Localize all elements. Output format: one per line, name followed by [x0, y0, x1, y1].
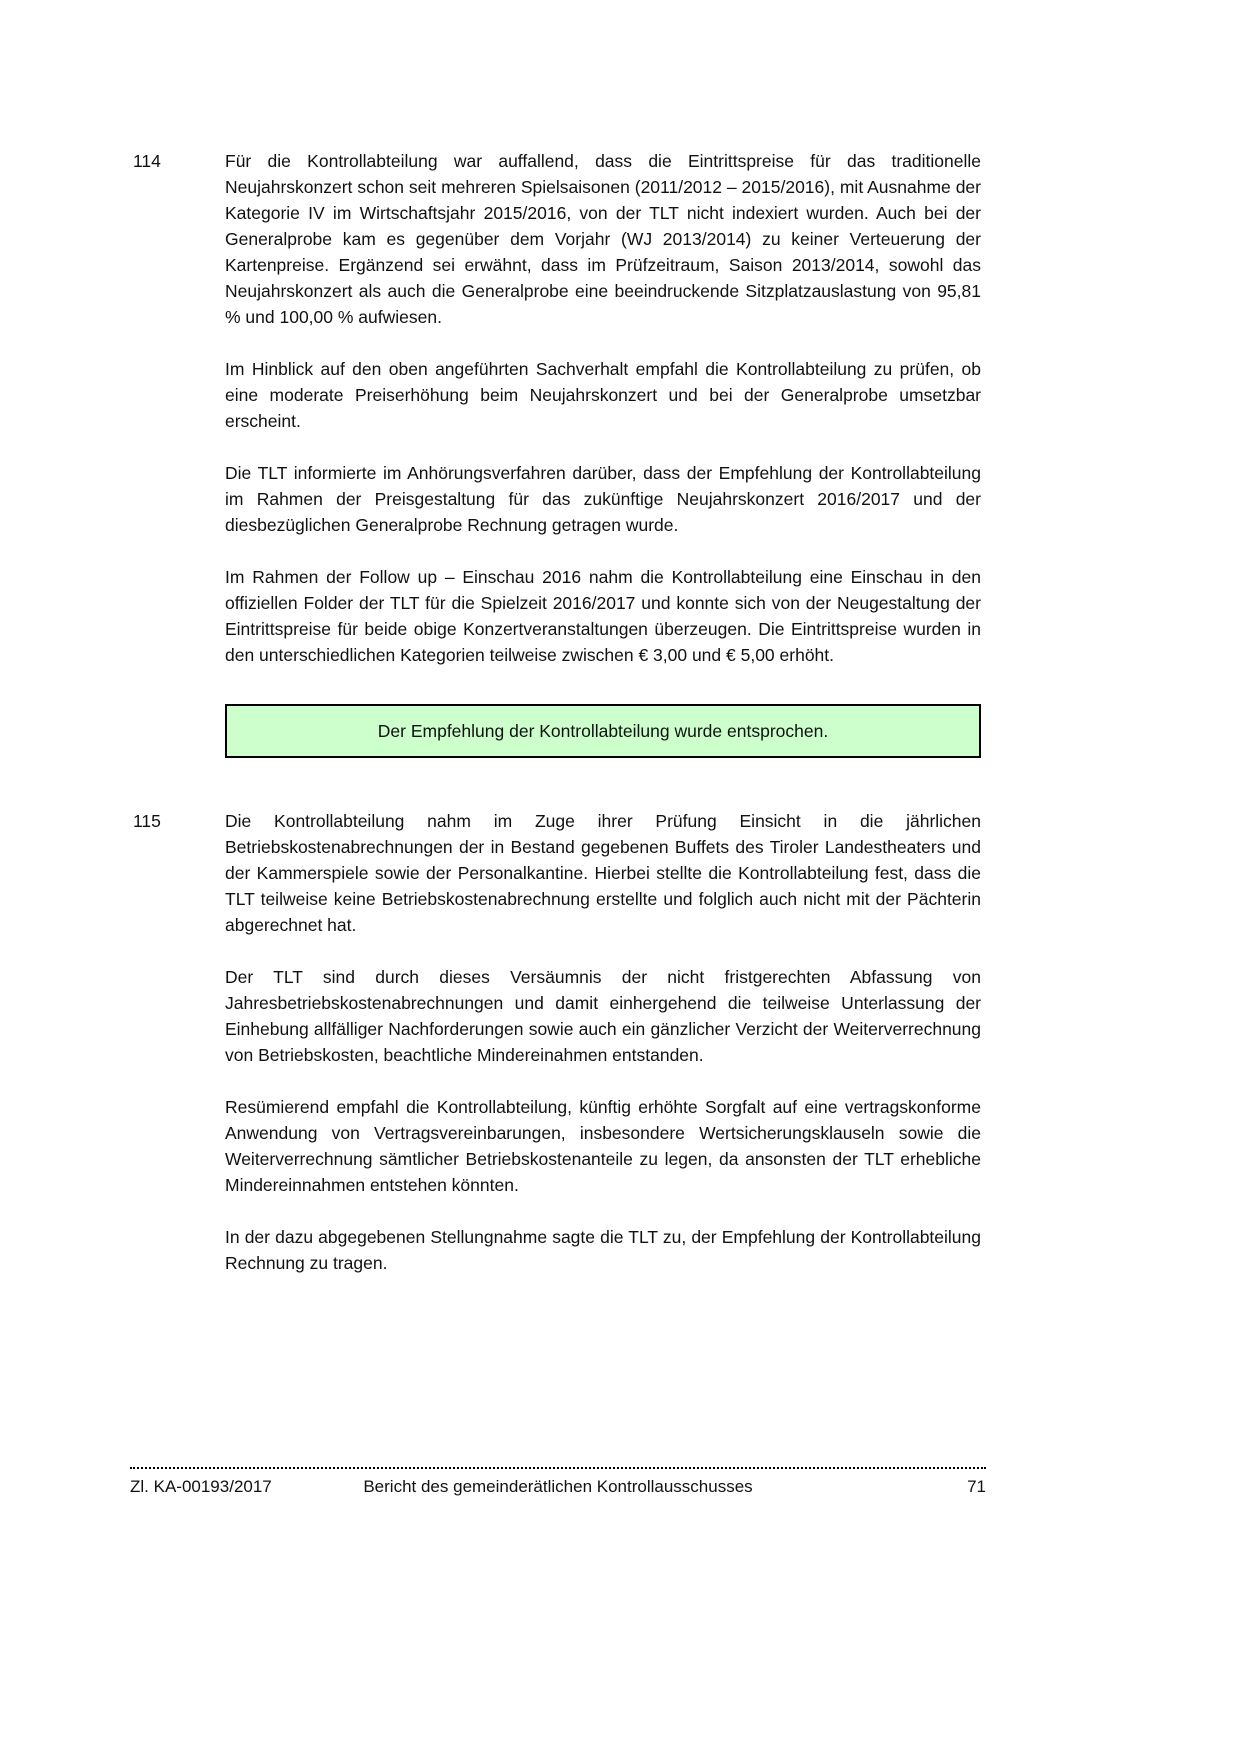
- footer-reference: Zl. KA-00193/2017: [130, 1477, 272, 1496]
- page-footer: [130, 1467, 986, 1500]
- item-body: [225, 148, 981, 758]
- body-paragraph: Die Kontrollabteilung nahm im Zuge ihrer Prüfung Einsicht in die jährlichen Betriebskostenabrechnungen der in Bestand gegebenen Buffets des Tiroler Landestheaters und der Kammerspiele sowie der Personalkantine. Hierbei stellte die Kontrollabteilung fest, dass die TLT teilweise keine Betriebskostenabrechnung erstellte und folglich auch nicht mit der Pächterin abgerechnet hat.: [225, 811, 981, 935]
- body-paragraph: Im Rahmen der Follow up – Einschau 2016 nahm die Kontrollabteilung eine Einschau in den offiziellen Folder der TLT für die Spielzeit 2016/2017 und konnte sich von der Neugestaltung der Eintrittspreise für beide obige Konzertveranstaltungen überzeugen. Die Eintrittspreise wurden in den unterschiedlichen Kategorien teilweise zwischen € 3,00 und € 5,00 erhöht.: [225, 567, 981, 665]
- footer-title: Bericht des gemeinderätlichen Kontrollausschusses: [363, 1477, 753, 1496]
- footer-divider: [130, 1467, 986, 1469]
- body-paragraph: Der TLT sind durch dieses Versäumnis der nicht fristgerechten Abfassung von Jahresbetriebskostenabrechnungen und damit einhergehend die teilweise Unterlassung der Einhebung allfälliger Nachforderungen sowie auch ein gänzlicher Verzicht der Weiterverrechnung von Betriebskosten, beachtliche Mindereinahmen entstanden.: [225, 967, 981, 1065]
- item-body: [225, 808, 981, 1276]
- item-number: 114: [133, 151, 161, 171]
- footer-row: [130, 1474, 986, 1500]
- page-number: 71: [967, 1477, 987, 1496]
- body-paragraph: Resümierend empfahl die Kontrollabteilung, künftig erhöhte Sorgfalt auf eine vertragskonforme Anwendung von Vertragsvereinbarungen, insbesondere Wertsicherungsklauseln sowie die Weiterverrechnung sämtlicher Betriebskostenanteile zu legen, da ansonsten der TLT erhebliche Mindereinnahmen entstehen könnten.: [225, 1097, 981, 1195]
- body-paragraph: Die TLT informierte im Anhörungsverfahren darüber, dass der Empfehlung der Kontrollabteilung im Rahmen der Preisgestaltung für das zukünftige Neujahrskonzert 2016/2017 und der diesbezüglichen Generalprobe Rechnung getragen wurde.: [225, 463, 981, 535]
- body-paragraph: In der dazu abgegebenen Stellungnahme sagte die TLT zu, der Empfehlung der Kontrollabteilung Rechnung zu tragen.: [225, 1227, 981, 1273]
- page-content: [133, 148, 981, 1276]
- body-paragraph: Im Hinblick auf den oben angeführten Sachverhalt empfahl die Kontrollabteilung zu prüfen, ob eine moderate Preiserhöhung beim Neujahrskonzert und bei der Generalprobe umsetzbar erscheint.: [225, 359, 981, 431]
- recommendation-box: [225, 704, 981, 758]
- report-item-115: [133, 808, 981, 1276]
- recommendation-text: Der Empfehlung der Kontrollabteilung wurde entsprochen.: [377, 721, 829, 741]
- body-paragraph: Für die Kontrollabteilung war auffallend, dass die Eintrittspreise für das traditionelle Neujahrskonzert schon seit mehreren Spielsaisonen (2011/2012 – 2015/2016), mit Ausnahme der Kategorie IV im Wirtschaftsjahr 2015/2016, von der TLT nicht indexiert wurden. Auch bei der Generalprobe kam es gegenüber dem Vorjahr (WJ 2013/2014) zu keiner Verteuerung der Kartenpreise. Ergänzend sei erwähnt, dass im Prüfzeitraum, Saison 2013/2014, sowohl das Neujahrskonzert als auch die Generalprobe eine beeindruckende Sitzplatzauslastung von 95,81 % und 100,00 % aufwiesen.: [225, 151, 981, 327]
- item-number: 115: [133, 811, 161, 831]
- report-item-114: [133, 148, 981, 758]
